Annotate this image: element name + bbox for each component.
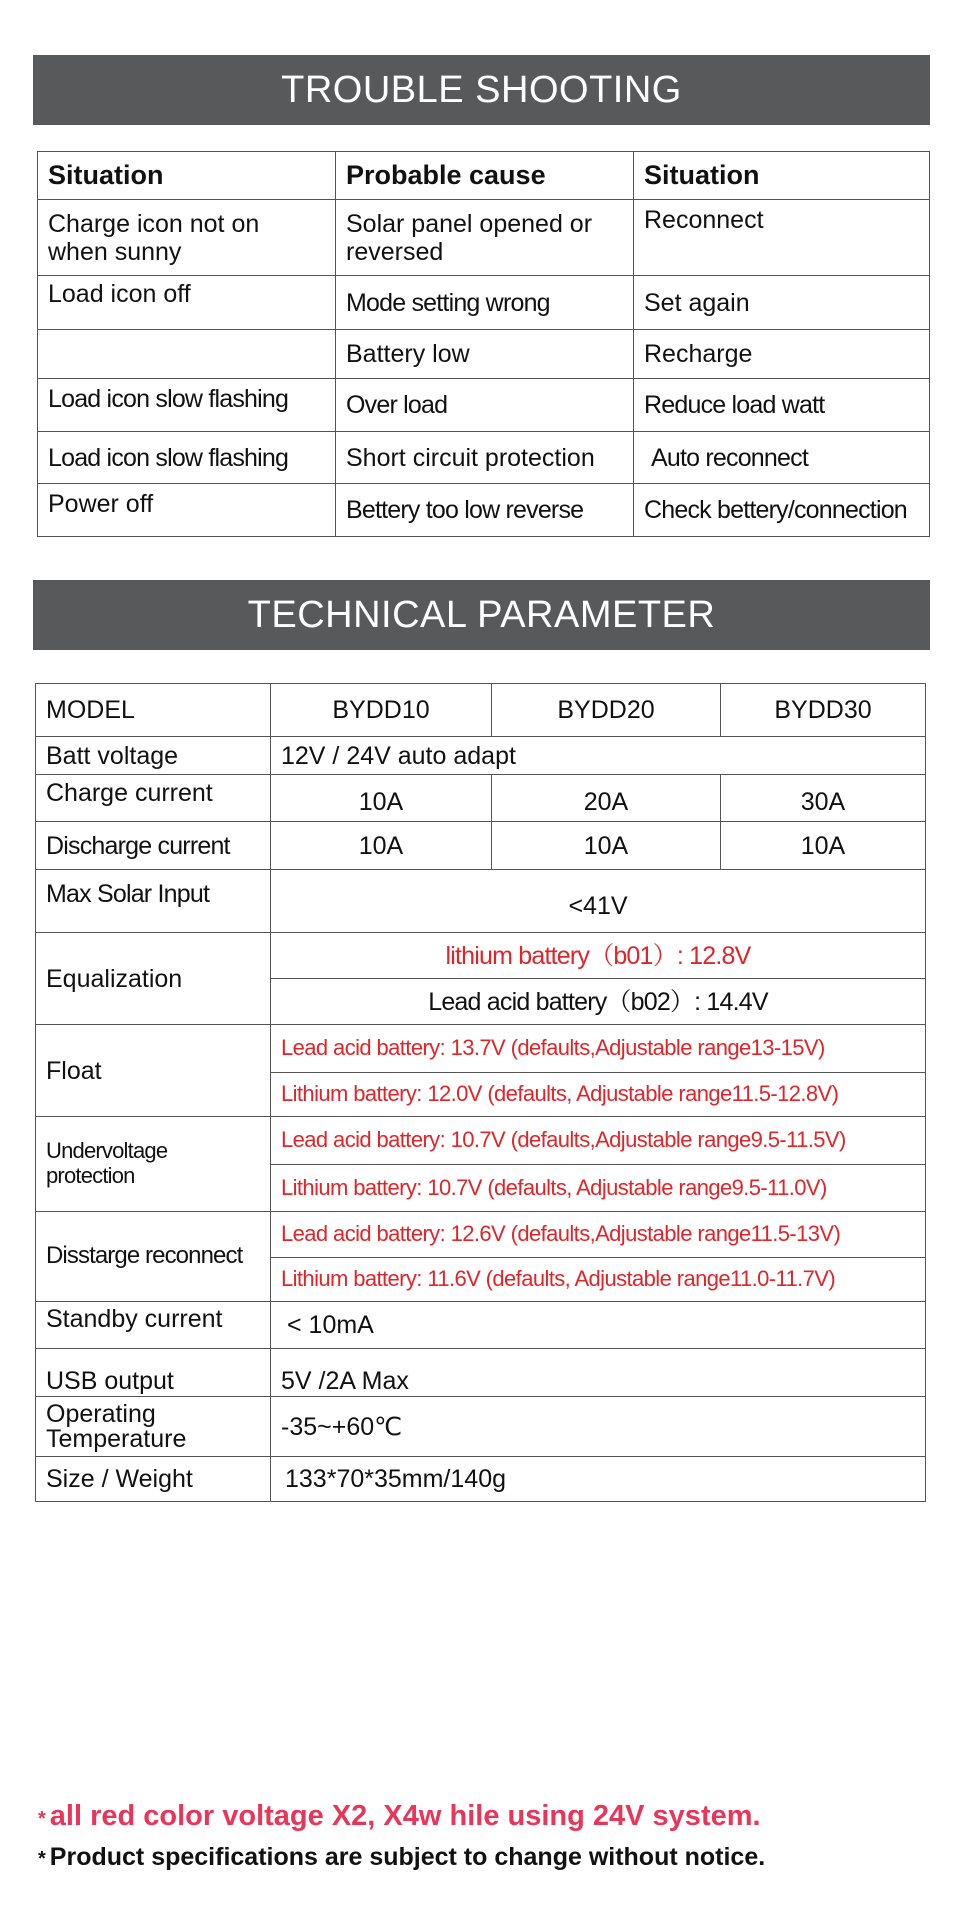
cell: Check bettery/connection bbox=[634, 484, 930, 537]
cell: Load icon off bbox=[38, 276, 336, 330]
disstarge-row bbox=[36, 1212, 926, 1258]
standby-current-value: < 10mA bbox=[271, 1302, 926, 1349]
usb-output-row bbox=[36, 1349, 926, 1397]
spec-change-note bbox=[38, 1843, 765, 1872]
cell: Set again bbox=[634, 276, 930, 330]
discharge-current-row bbox=[36, 822, 926, 870]
discharge-current-bydd10: 10A bbox=[271, 822, 492, 870]
cell: Reconnect bbox=[634, 200, 930, 276]
table-row bbox=[38, 484, 930, 537]
batt-voltage-row bbox=[36, 737, 926, 775]
technical-parameter-title: TECHNICAL PARAMETER bbox=[33, 580, 930, 650]
equalization-label: Equalization bbox=[36, 933, 271, 1025]
equalization-lithium: lithium battery（b01）: 12.8V bbox=[271, 933, 926, 979]
batt-voltage-label: Batt voltage bbox=[36, 737, 271, 775]
cell: Power off bbox=[38, 484, 336, 537]
equalization-row bbox=[36, 933, 926, 979]
cell: Over load bbox=[336, 379, 634, 432]
float-lithium: Lithium battery: 12.0V (defaults, Adjustable range11.5-12.8V) bbox=[271, 1073, 926, 1117]
max-solar-input-label: Max Solar Input bbox=[36, 870, 271, 933]
cell: Battery low bbox=[336, 330, 634, 379]
model-bydd20: BYDD20 bbox=[492, 684, 721, 737]
discharge-current-bydd30: 10A bbox=[721, 822, 926, 870]
undervoltage-lithium: Lithium battery: 10.7V (defaults, Adjustable range9.5-11.0V) bbox=[271, 1165, 926, 1212]
equalization-lead: Lead acid battery（b02）: 14.4V bbox=[271, 979, 926, 1025]
red-voltage-note bbox=[38, 1800, 761, 1833]
table-header-row bbox=[38, 152, 930, 200]
float-lead: Lead acid battery: 13.7V (defaults,Adjustable range13-15V) bbox=[271, 1025, 926, 1073]
max-solar-input-row bbox=[36, 870, 926, 933]
model-label: MODEL bbox=[36, 684, 271, 737]
undervoltage-label: Undervoltage protection bbox=[36, 1117, 271, 1212]
model-bydd30: BYDD30 bbox=[721, 684, 926, 737]
undervoltage-row bbox=[36, 1117, 926, 1165]
max-solar-input-value: <41V bbox=[271, 870, 926, 933]
table-row bbox=[38, 276, 930, 330]
header-solution: Situation bbox=[634, 152, 930, 200]
cell: Charge icon not on when sunny bbox=[38, 200, 336, 276]
discharge-current-bydd20: 10A bbox=[492, 822, 721, 870]
cell: Short circuit protection bbox=[336, 432, 634, 484]
bullet-star: * bbox=[38, 1848, 46, 1870]
operating-temperature-row bbox=[36, 1397, 926, 1457]
charge-current-row bbox=[36, 775, 926, 822]
cell: Reduce load watt bbox=[634, 379, 930, 432]
charge-current-label: Charge current bbox=[36, 775, 271, 822]
standby-current-row bbox=[36, 1302, 926, 1349]
disstarge-lead: Lead acid battery: 12.6V (defaults,Adjustable range11.5-13V) bbox=[271, 1212, 926, 1258]
model-row bbox=[36, 684, 926, 737]
size-weight-label: Size / Weight bbox=[36, 1457, 271, 1502]
operating-temperature-value: -35~+60℃ bbox=[271, 1397, 926, 1457]
troubleshooting-table bbox=[37, 151, 930, 537]
header-probable-cause: Probable cause bbox=[336, 152, 634, 200]
cell: Bettery too low reverse bbox=[336, 484, 634, 537]
usb-output-label: USB output bbox=[36, 1349, 271, 1397]
operating-temperature-label: Operating Temperature bbox=[36, 1397, 271, 1457]
header-situation: Situation bbox=[38, 152, 336, 200]
usb-output-value: 5V /2A Max bbox=[271, 1349, 926, 1397]
cell: Recharge bbox=[634, 330, 930, 379]
table-row bbox=[38, 432, 930, 484]
disstarge-label: Disstarge reconnect bbox=[36, 1212, 271, 1302]
standby-current-label: Standby current bbox=[36, 1302, 271, 1349]
disstarge-lithium: Lithium battery: 11.6V (defaults, Adjustable range11.0-11.7V) bbox=[271, 1258, 926, 1302]
discharge-current-label: Discharge current bbox=[36, 822, 271, 870]
float-row bbox=[36, 1025, 926, 1073]
cell: Load icon slow flashing bbox=[38, 379, 336, 432]
batt-voltage-value: 12V / 24V auto adapt bbox=[271, 737, 926, 775]
model-bydd10: BYDD10 bbox=[271, 684, 492, 737]
float-label: Float bbox=[36, 1025, 271, 1117]
cell: Auto reconnect bbox=[634, 432, 930, 484]
cell: Solar panel opened or reversed bbox=[336, 200, 634, 276]
bullet-star: * bbox=[38, 1808, 46, 1830]
cell: Load icon slow flashing bbox=[38, 432, 336, 484]
size-weight-row bbox=[36, 1457, 926, 1502]
charge-current-bydd20: 20A bbox=[492, 775, 721, 822]
cell: Mode setting wrong bbox=[336, 276, 634, 330]
table-row bbox=[38, 379, 930, 432]
charge-current-bydd30: 30A bbox=[721, 775, 926, 822]
charge-current-bydd10: 10A bbox=[271, 775, 492, 822]
cell bbox=[38, 330, 336, 379]
undervoltage-lead: Lead acid battery: 10.7V (defaults,Adjustable range9.5-11.5V) bbox=[271, 1117, 926, 1165]
technical-parameter-table bbox=[35, 683, 926, 1502]
spec-change-note-text: Product specifications are subject to change without notice. bbox=[49, 1843, 766, 1871]
table-row bbox=[38, 330, 930, 379]
troubleshooting-title: TROUBLE SHOOTING bbox=[33, 55, 930, 125]
size-weight-value: 133*70*35mm/140g bbox=[271, 1457, 926, 1502]
red-voltage-note-text: all red color voltage X2, X4w hile using 24V system. bbox=[49, 1800, 761, 1832]
table-row bbox=[38, 200, 930, 276]
